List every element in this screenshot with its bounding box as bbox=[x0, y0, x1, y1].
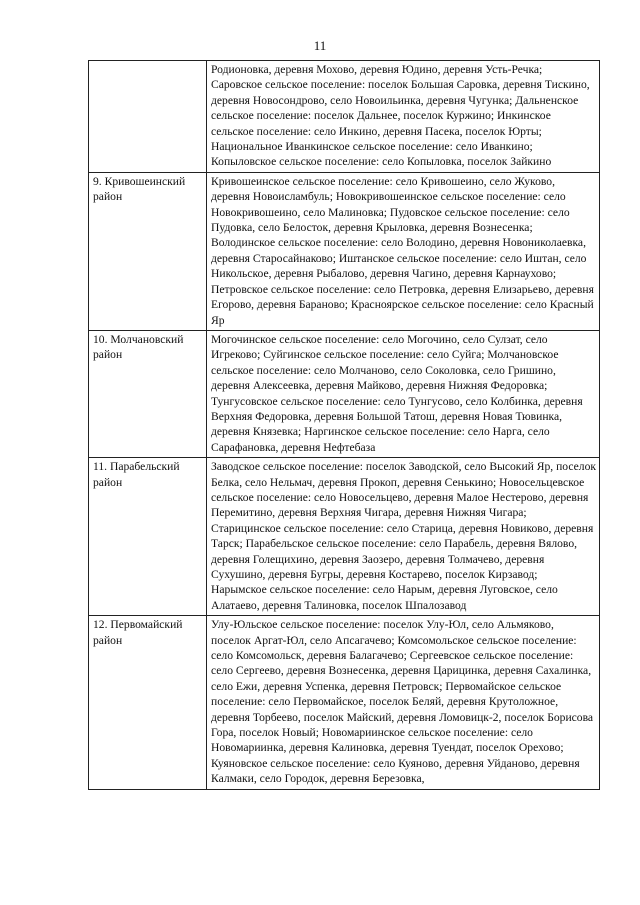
district-cell: 9. Кривошеинский район bbox=[89, 172, 207, 330]
district-cell: 11. Парабельский район bbox=[89, 458, 207, 616]
settlements-cell: Родионовка, деревня Мохово, деревня Юдино, деревня Усть-Речка; Саровское сельское поселение: поселок Большая Саровка, деревня Тискино, деревня Новосондрово, село Новоильинка, деревня Чугунка; Дальненское сельское поселение: поселок Дальнее, поселок Куржино; Инкинское сельское поселение: село Инкино, деревня Пасека, поселок Юрты; Национальное Иванкинское сельское поселение: село Иванкино; Копыловское сельское поселение: село Копыловка, поселок Зайкино bbox=[207, 61, 600, 173]
settlements-cell: Улу-Юльское сельское поселение: поселок Улу-Юл, село Альмяково, поселок Аргат-Юл, село Апсагачево; Комсомольское сельское поселение: село Комсомольск, деревня Балагачево; Сергеевское сельское поселение: село Сергеево, деревня Вознесенка, деревня Царицинка, деревня Сахалинка, село Ежи, деревня Успенка, деревня Петровск; Первомайское сельское поселение: село Первомайское, поселок Беляй, деревня Крутоложное, деревня Торбеево, поселок Майский, деревня Ломовицк-2, поселок Борисова Гора, поселок Новый; Новомариинское сельское поселение: село Новомариинка, деревня Калиновка, деревня Туендат, поселок Орехово; Куяновское сельское поселение: село Куяново, деревня Уйданово, деревня Калмаки, село Городок, деревня Березовка, bbox=[207, 616, 600, 789]
settlements-cell: Могочинское сельское поселение: село Могочино, село Сулзат, село Игреково; Суйгинское сельское поселение: село Суйга; Молчановское сельское поселение: село Молчаново, село Соколовка, село Гришино, деревня Алексеевка, деревня Майково, деревня Нижняя Федоровка; Тунгусовское сельское поселение: село Тунгусово, село Колбинка, деревня Верхняя Федоровка, деревня Большой Татош, деревня Новая Тювинка, деревня Князевка; Наргинское сельское поселение: село Нарга, село Сарафановка, деревня Нефтебаза bbox=[207, 330, 600, 457]
settlements-table bbox=[88, 60, 600, 790]
settlements-cell: Заводское сельское поселение: поселок Заводской, село Высокий Яр, поселок Белка, село Нельмач, деревня Прокоп, деревня Сенькино; Новосельцевское сельское поселение: село Новосельцево, деревня Малое Нестерово, деревня Перемитино, деревня Верхняя Чигара, деревня Нижняя Чигара; Старицинское сельское поселение: село Старица, деревня Новиково, деревня Тарск; Парабельское сельское поселение: село Парабель, деревня Вялово, деревня Голещихино, деревня Заозеро, деревня Толмачево, деревня Сухушино, деревня Бугры, деревня Костарево, поселок Кирзавод; Нарымское сельское поселение: село Нарым, деревня Луговское, село Алатаево, деревня Талиновка, поселок Шпалозавод bbox=[207, 458, 600, 616]
settlements-cell: Кривошеинское сельское поселение: село Кривошеино, село Жуково, деревня Новоисламбуль; Новокривошеинское сельское поселение: село Новокривошеино, село Малиновка; Пудовское сельское поселение: село Пудовка, село Белосток, деревня Крыловка, деревня Вознесенка; Володинское сельское поселение: село Володино, деревня Новониколаевка, деревня Старосайнаково; Иштанское сельское поселение: село Иштан, село Никольское, деревня Рыбалово, деревня Чагино, деревня Карнаухово; Петровское сельское поселение: село Петровка, деревня Елизарьево, деревня Егорово, деревня Бараново; Красноярское сельское поселение: село Красный Яр bbox=[207, 172, 600, 330]
table-row bbox=[89, 61, 600, 173]
table-row bbox=[89, 330, 600, 457]
table-row bbox=[89, 458, 600, 616]
district-cell bbox=[89, 61, 207, 173]
page-number: 11 bbox=[313, 38, 327, 53]
district-cell: 10. Молчановский район bbox=[89, 330, 207, 457]
table-row bbox=[89, 172, 600, 330]
table-row bbox=[89, 616, 600, 789]
district-cell: 12. Первомайский район bbox=[89, 616, 207, 789]
